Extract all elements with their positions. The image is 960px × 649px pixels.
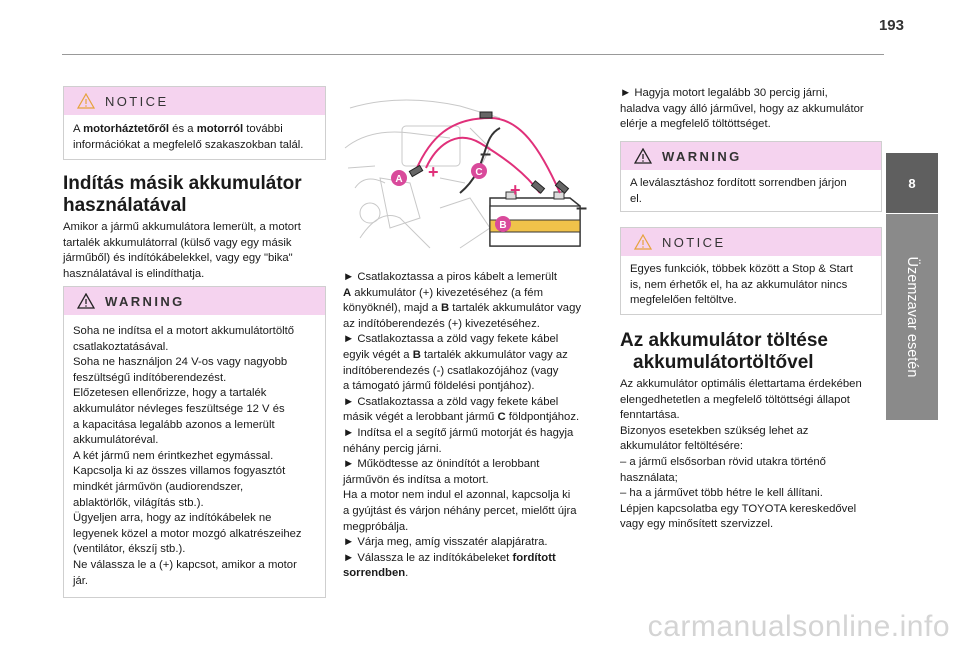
notice-header [64,87,325,115]
jump-start-intro: Amikor a jármű akkumulátora lemerült, a motort tartalék akkumulátorral (külső vagy egy másik járműből) és indítókábelekkel, vagy egy "bika" használatával is elindíthatja. [63,221,301,280]
svg-text:+: + [428,162,439,182]
chapter-number-tab: 8 [886,153,938,213]
notice-header [621,228,881,256]
label-c [471,163,487,179]
chapter-tab [886,214,938,420]
warning-triangle-icon [634,148,652,164]
warning-body: Soha ne indítsa el a motort akkumulátortöltő csatlakoztatásával. Soha ne használjon 24 V-os vagy nagyobb feszültségű indítóberendezést. Előzetesen ellenőrizze, hogy a tartalék akkumulátor névleges feszültsége 12 V és a kapacitása legalább azonos a lemerült akkumulátoréval. A két jármű nem érintkezhet egymással. Kapcsolja ki az összes villamos fogyasztót mindkét járművön (audiorendszer, ablaktörlők, világítás stb.). Ügyeljen arra, hogy az indítókábelek ne legyenek közel a motor mozgó alkatrészeihez (ventilátor, ékszíj stb.). Ne válassza le a (+) kapcsot, amikor a motor jár. [73,325,302,587]
notice-body: Egyes funkciók, többek között a Stop & Start is, nem érhetők el, ha az akkumulátor nincs megfelelően feltöltve. [630,263,853,307]
notice-title: NOTICE [105,93,169,109]
chapter-tab-label: Üzemzavar esetén [904,256,920,378]
run-engine-instruction: ► Hagyja motort legalább 30 percig járni, haladva vagy álló járművel, hogy az akkumulátor elérje a megfelelő töltöttséget. [620,87,864,131]
warning-title: WARNING [105,293,185,309]
warning-box [63,286,326,598]
label-b [495,216,511,232]
notice-body: A motorháztetőről és a motorról további információkat a megfelelő szakaszokban talál. [73,123,304,151]
warning-triangle-icon [77,93,95,109]
warning-triangle-icon [77,293,95,309]
watermark: carmanualsonline.info [647,610,950,643]
notice-box [63,86,326,160]
header-divider [62,54,884,55]
warning-header [621,142,881,170]
label-a [391,170,407,186]
warning-body: A leválasztáshoz fordított sorrendben járjon el. [630,177,847,205]
warning-header [64,287,325,315]
page-number: 193 [878,17,904,34]
warning-triangle-icon [634,234,652,250]
section-heading-jump-start: Indítás másik akkumulátor használatával [63,173,302,216]
svg-text:A: A [395,174,403,185]
notice-title: NOTICE [662,234,726,250]
notice-box-stop-start [620,227,882,315]
jump-start-diagram [340,88,600,260]
jump-start-steps: ► Csatlakoztassa a piros kábelt a lemerült A akkumulátor (+) kivezetéséhez (a fém könyöknél), majd a B tartalék akkumulátor vagy az indítóberendezés (+) kivezetéséhez. ► Csatlakoztassa a zöld vagy fekete kábel egyik végét a B tartalék akkumulátor vagy az indítóberendezés (-) csatlakozójához (vagy a támogató jármű földelési pontjához). ► Csatlakoztassa a zöld vagy fekete kábel másik végét a lerobbant jármű C földpontjához. ► Indítsa el a segítő jármű motorját és hagyja néhány percig járni. ► Működtesse az önindítót a lerobbant járművön és indítsa a motort. Ha a motor nem indul el azonnal, kapcsolja ki a gyújtást és várjon néhány percet, mielőtt újra megpróbálja. ► Várja meg, amíg visszatér alapjáratra. ► Válassza le az indítókábeleket fordított sorrendben. [343,271,581,580]
svg-text:+: + [510,180,521,200]
svg-text:–: – [480,143,492,165]
warning-box-disconnect [620,141,882,212]
section-heading-charging: Az akkumulátor töltése akkumulátortöltővel [620,330,828,373]
charging-text: Az akkumulátor optimális élettartama érdekében elengedhetetlen a megfelelő töltöttségi állapot fenntartása. Bizonyos esetekben szükség lehet az akkumulátor feltöltésére: – a jármű elsősorban rövid utakra történő használata; – ha a járművet több hétre le kell állítani. Lépjen kapcsolatba egy TOYOTA kereskedővel vagy egy minősített szervizzel. [620,378,862,531]
svg-text:–: – [576,197,588,219]
svg-text:C: C [475,167,483,178]
warning-title: WARNING [662,148,742,164]
svg-text:B: B [499,220,507,231]
